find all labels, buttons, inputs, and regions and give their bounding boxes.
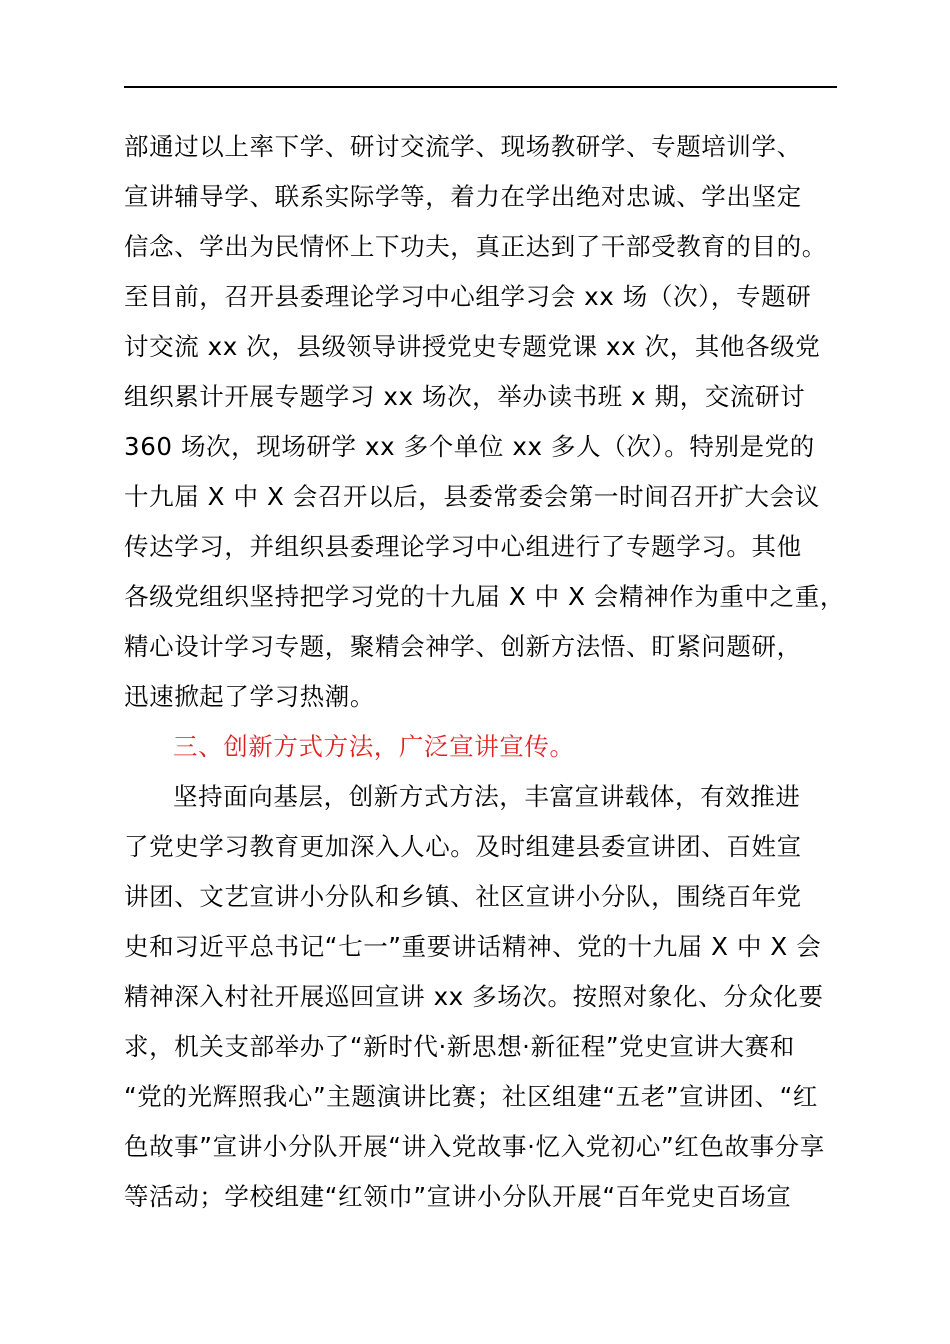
paragraph-line: 了党史学习教育更加深入人心。及时组建县委宣讲团、百姓宣 [124,832,802,861]
paragraph-line: 信念、学出为民情怀上下功夫，真正达到了干部受教育的目的。 [124,232,827,261]
document-body [124,122,864,1222]
paragraph-line: 讲团、文艺宣讲小分队和乡镇、社区宣讲小分队，围绕百年党 [124,882,802,911]
paragraph-line: 史和习近平总书记“七一”重要讲话精神、党的十九届 X 中 X 会 [124,932,822,961]
section-heading: 三、创新方式方法，广泛宣讲宣传。 [173,732,575,761]
paragraph-line: 迅速掀起了学习热潮。 [124,682,375,711]
paragraph-line: 360 场次，现场研学 xx 多个单位 xx 多人（次）。特别是党的 [124,432,815,461]
paragraph-line: 至目前，召开县委理论学习中心组学习会 xx 场（次），专题研 [124,282,812,311]
paragraph-line: 组织累计开展专题学习 xx 场次，举办读书班 x 期，交流研讨 [124,382,806,411]
paragraph-line: 讨交流 xx 次，县级领导讲授党史专题党课 xx 次，其他各级党 [124,332,821,361]
paragraph-line: 精心设计学习专题，聚精会神学、创新方法悟、盯紧问题研， [124,632,802,661]
paragraph-line: 坚持面向基层，创新方式方法，丰富宣讲载体，有效推进 [173,782,801,811]
paragraph-line: 宣讲辅导学、联系实际学等，着力在学出绝对忠诚、学出坚定 [124,182,802,211]
paragraph-line: 等活动；学校组建“红领巾”宣讲小分队开展“百年党史百场宣 [124,1182,792,1211]
paragraph-line: 求，机关支部举办了“新时代·新思想·新征程”党史宣讲大赛和 [124,1032,795,1061]
paragraph-line: 各级党组织坚持把学习党的十九届 X 中 X 会精神作为重中之重， [124,582,845,611]
paragraph-line: 部通过以上率下学、研讨交流学、现场教研学、专题培训学、 [124,132,802,161]
paragraph-line: 十九届 X 中 X 会召开以后，县委常委会第一时间召开扩大会议 [124,482,820,511]
header-rule [124,86,837,88]
paragraph-line: “党的光辉照我心”主题演讲比赛；社区组建“五老”宣讲团、“红 [124,1082,818,1111]
paragraph-line: 色故事”宣讲小分队开展“讲入党故事·忆入党初心”红色故事分享 [124,1132,825,1161]
paragraph-line: 传达学习，并组织县委理论学习中心组进行了专题学习。其他 [124,532,802,561]
paragraph-line: 精神深入村社开展巡回宣讲 xx 多场次。按照对象化、分众化要 [124,982,824,1011]
